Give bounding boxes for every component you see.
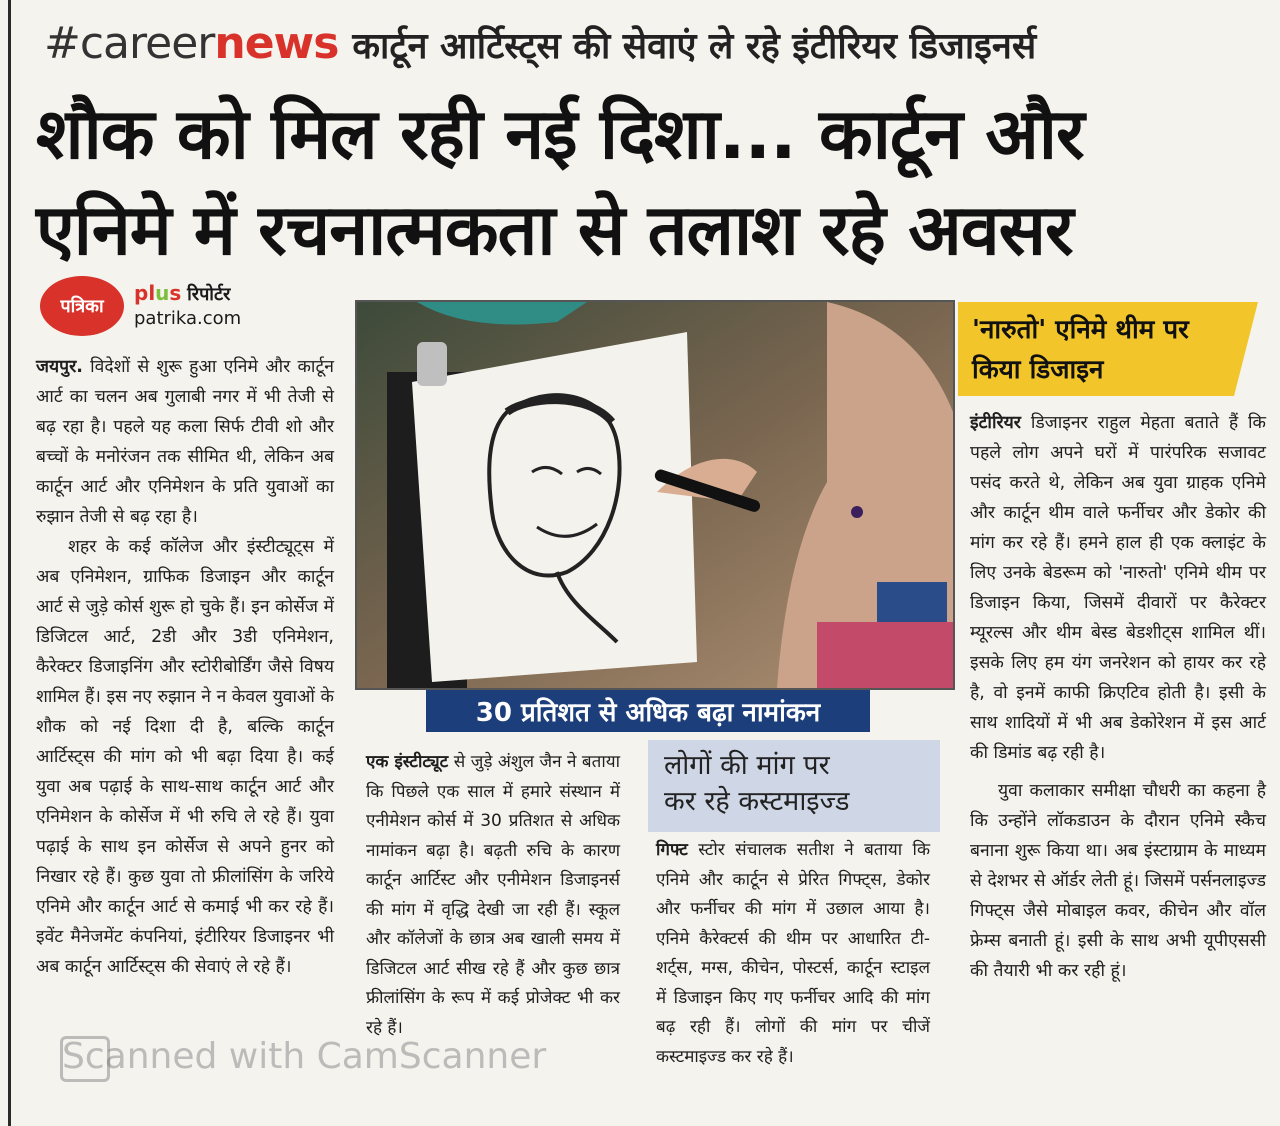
headline-line-1: शौक को मिल रही नई दिशा... कार्टून और — [36, 93, 1084, 175]
section-header — [44, 18, 1036, 78]
plus-brand — [134, 281, 181, 305]
plus-brand-pl: pl — [134, 281, 156, 305]
headline — [36, 86, 1272, 278]
tag-emphasis: news — [214, 18, 339, 69]
subhead — [664, 748, 849, 820]
byline-text — [134, 281, 241, 331]
yellow-heading — [972, 310, 1189, 390]
plus-brand-s: s — [169, 281, 182, 305]
column-1 — [36, 352, 334, 982]
col2-lead: एक इंस्टीट्यूट — [366, 752, 449, 772]
section-banner: 30 प्रतिशत से अधिक बढ़ा नामांकन — [426, 690, 870, 732]
col3-body: स्टोर संचालक सतीश ने बताया कि एनिमे और कार्टून से प्रेरित गिफ्ट्स, डेकोर और फर्नीचर की मांग में उछाल आया है। एनिमे कैरेक्टर्स की थीम पर आधारित टी-शर्ट्स, मग्स, कीचेन, पोस्टर्स, कार्टून स्टाइल में डिजाइन किए गए फर्नीचर आदि की मांग बढ़ रही हैं। लोगों की मांग पर चीजें कस्टमाइज्ड कर रहे हैं। — [656, 840, 930, 1067]
col4-paragraph-1: डिजाइनर राहुल मेहता बताते हैं कि पहले लोग अपने घरों में पारंपरिक सजावट पसंद करते थे, लेकिन अब युवा ग्राहक एनिमे और कार्टून थीम वाले फर्नीचर और डेकोर की मांग कर रहे हैं। हमने हाल ही एक क्लाइंट के लिए उनके बेडरूम को 'नारुतो' एनिमे थीम पर डिजाइन किया, जिसमें दीवारों पर कैरेक्टर म्यूरल्स और थीम बेस्ड बेडशीट्स शामिल थीं। इसके लिए हम यंग जनरेशन को हायर कर रहे है, वो इनमें काफी क्रिएटिव होती है। इसी के साथ शादियों में भी अब डेकोरेशन में इस आर्ट की डिमांड बढ़ रही है। — [970, 413, 1266, 763]
yellow-heading-line-2: किया डिजाइन — [972, 355, 1104, 385]
byline — [40, 276, 241, 336]
photo-illustration — [357, 302, 953, 688]
col3-lead: गिफ्ट — [656, 840, 688, 860]
subhead-line-1: लोगों की मांग पर — [664, 750, 830, 781]
caricature-artist-photo — [355, 300, 955, 690]
column-2 — [366, 748, 620, 1043]
col1-paragraph-2: शहर के कई कॉलेज और इंस्टीट्यूट्स में अब एनिमेशन, ग्राफिक डिजाइन और कार्टून आर्ट से जुड़े कोर्स शुरू हो चुके हैं। इन कोर्सेज में डिजिटल आर्ट, 2डी और 3डी एनिमेशन, कैरेक्टर डिजाइनिंग और स्टोरीबोर्डिंग जैसे विषय शामिल हैं। इस नए रुझान ने न केवल युवाओं के शौक को नई दिशा दी है, बल्कि कार्टून आर्टिस्ट्स की मांग को भी बढ़ा दिया है। कई युवा अब पढ़ाई के साथ-साथ कार्टून आर्ट और एनिमेशन के कोर्सेज में भी रुचि ले रहे हैं। युवा पढ़ाई के साथ इन कोर्सेज से अपने हुनर को निखार रहे हैं। कुछ युवा तो फ्रीलांसिंग के जरिये एनिमे और कार्टून आर्ट से कमाई भी कर रहे हैं। इवेंट मैनेजमेंट कंपनियां, इंटीरियर डिजाइनर भी अब कार्टून आर्टिस्ट्स की सेवाएं ले रहे हैं। — [36, 537, 334, 977]
col4-lead: इंटीरियर — [970, 413, 1021, 433]
yellow-heading-line-1: 'नारुतो' एनिमे थीम पर — [972, 315, 1189, 345]
subhead-line-2: कर रहे कस्टमाइज्ड — [664, 786, 850, 817]
left-column-rule — [8, 0, 11, 1126]
headline-line-2: एनिमे में रचनात्मकता से तलाश रहे अवसर — [36, 189, 1073, 271]
patrika-logo: पत्रिका — [40, 276, 124, 336]
tag-prefix: #career — [44, 18, 215, 69]
dateline: जयपुर. — [36, 357, 83, 377]
kicker: कार्टून आर्टिस्ट्स की सेवाएं ले रहे इंटीरियर डिजाइनर्स — [352, 26, 1037, 67]
reporter-label: रिपोर्टर — [187, 284, 231, 305]
plus-brand-u: u — [155, 281, 170, 305]
career-news-tag — [44, 18, 338, 69]
scanner-watermark: Scanned with CamScanner — [62, 1036, 547, 1077]
col2-body: से जुड़े अंशुल जैन ने बताया कि पिछले एक साल में हमारे संस्थान में एनीमेशन कोर्स में 30 प्रतिशत से अधिक नामांकन बढ़ा है। बढ़ती रुचि के कारण कार्टून आर्टिस्ट और एनीमेशन डिजाइनर्स की मांग में वृद्धि देखी जा रही हैं। स्कूल और कॉलेजों के छात्र अब खाली समय में डिजिटल आर्ट सीख रहे हैं और कुछ छात्र फ्रीलांसिंग के रूप में कई प्रोजेक्ट भी कर रहे हैं। — [366, 752, 620, 1038]
column-3 — [656, 836, 930, 1072]
col4-paragraph-2: युवा कलाकार समीक्षा चौधरी का कहना है कि उन्होंने लॉकडाउन के दौरान एनिमे स्कैच बनाना शुरू किया था। अब इंस्टाग्राम के माध्यम से देशभर से ऑर्डर लेती हूं। जिसमें पर्सनलाइज्ड गिफ्ट्स जैसे मोबाइल कवर, कीचेन और वॉल फ्रेम्स बनाती हूं। इसी के साथ अभी यूपीएससी की तैयारी भी कर रही हूं। — [970, 781, 1266, 981]
site-url: patrika.com — [134, 308, 242, 329]
column-4 — [970, 408, 1266, 986]
col1-paragraph-1: विदेशों से शुरू हुआ एनिमे और कार्टून आर्ट का चलन अब गुलाबी नगर में भी तेजी से बढ़ रहा है। पहले यह कला सिर्फ टीवी शो और बच्चों के मनोरंजन तक सीमित थी, लेकिन अब कार्टून आर्ट और एनिमेशन के प्रति युवाओं का रुझान तेजी से बढ़ रहा है। — [36, 357, 334, 527]
